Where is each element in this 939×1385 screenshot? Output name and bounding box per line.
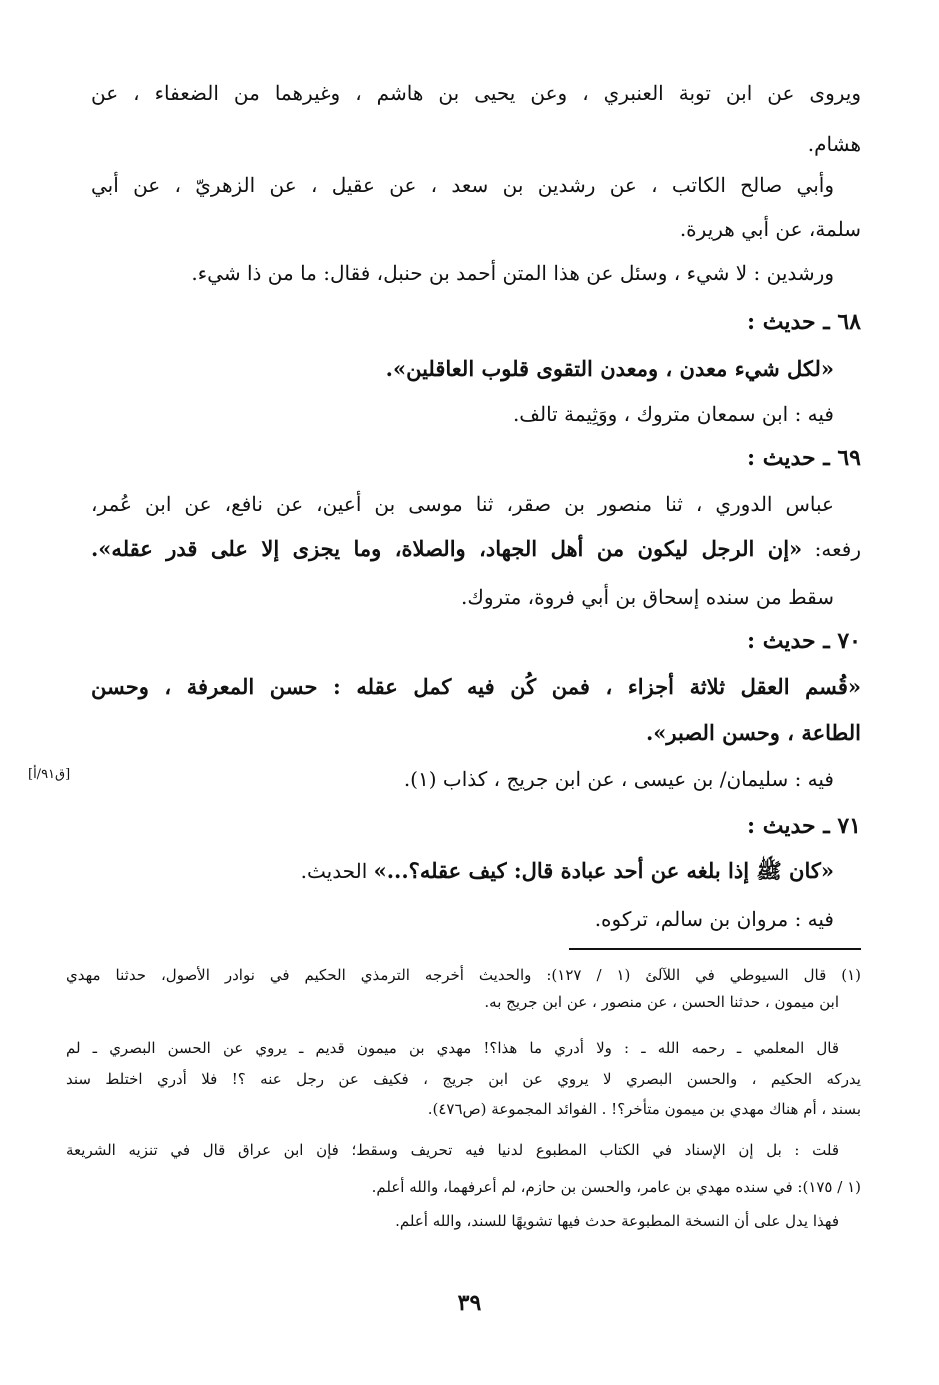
hadith-69-chain: عباس الدوري ، ثنا منصور بن صقر، ثنا موسى بن أعين، عن نافع، عن ابن عُمر، — [91, 492, 834, 516]
hadith-70-text-1: «قُسم العقل ثلاثة أجزاء ، فمن كُن فيه كمل عقله : حسن المعرفة ، وحسن — [91, 674, 861, 699]
manuscript-folio-note: [ق٩١/أ] — [28, 767, 71, 782]
body-line-4: سلمة، عن أبي هريرة. — [679, 217, 861, 241]
footnote-line-3: قال المعلمي ـ رحمه الله ـ : ولا أدري ما هذا؟! مهدي بن ميمون قديم ـ يروي عن الحسن البصري ـ لم — [66, 1039, 839, 1057]
hadith-71-matn: «كان ﷺ إذا بلغه عن أحد عبادة قال: كيف عقله؟...» — [373, 858, 834, 883]
hadith-71-tail: الحديث. — [300, 859, 374, 883]
hadith-71-note: فيه : مروان بن سالم، تركوه. — [594, 907, 834, 931]
footnote-line-8: فهذا يدل على أن النسخة المطبوعة حدث فيها تشويهًا للسند، والله أعلم. — [395, 1212, 839, 1230]
hadith-71-text — [91, 854, 834, 888]
body-line-1: ويروى عن ابن توبة العنبري ، وعن يحيى بن هاشم ، وغيرهما من الضعفاء ، عن — [91, 81, 861, 105]
hadith-69-heading: ٦٩ ـ حديث : — [746, 445, 861, 471]
hadith-69-raf: رفعه: — [802, 537, 861, 561]
footnote-line-7: (١ / ١٧٥): في سنده مهدي بن عامر، والحسن بن حازم، لم أعرفهما، والله أعلم. — [371, 1178, 861, 1196]
hadith-68-heading: ٦٨ ـ حديث : — [746, 309, 861, 335]
footnote-line-6: قلت : بل إن الإسناد في الكتاب المطبوع لدنيا فيه تحريف وسقط؛ فإن ابن عراق قال في تنزيه الشريعة — [66, 1141, 839, 1159]
hadith-70-heading: ٧٠ ـ حديث : — [746, 628, 861, 654]
body-line-2: هشام. — [807, 132, 861, 156]
hadith-69-matn: «إن الرجل ليكون من أهل الجهاد، والصلاة، وما يجزى إلا على قدر عقله». — [91, 536, 803, 561]
footnote-line-1: (١) قال السيوطي في اللآلئ (١ / ١٢٧): والحديث أخرجه الترمذي الحكيم في نوادر الأصول، حدثنا مهدي — [66, 966, 861, 984]
hadith-71-heading: ٧١ ـ حديث : — [746, 813, 861, 839]
page-number: ٣٩ — [457, 1290, 482, 1316]
body-line-3: وأبي صالح الكاتب ، عن رشدين بن سعد ، عن عقيل ، عن الزهريّ ، عن أبي — [91, 173, 834, 197]
footnote-line-5: بسند ، أم هناك مهدي بن ميمون متأخر؟! . الفوائد المجموعة (ص٤٧٦). — [427, 1100, 861, 1118]
hadith-70-note: فيه : سليمان/ بن عيسى ، عن ابن جريج ، كذاب (١). — [403, 767, 834, 791]
footnote-line-4: يدركه الحكيم ، والحسن البصري لا يروي عن ابن جريج ، فكيف عن رجل عنه ؟! فلا أدري اختلط سند — [66, 1070, 861, 1088]
hadith-69-note: سقط من سنده إسحاق بن أبي فروة، متروك. — [461, 585, 834, 609]
body-line-5: ورشدين : لا شيء ، وسئل عن هذا المتن أحمد بن حنبل، فقال: ما من ذا شيء. — [191, 261, 834, 285]
footnote-separator — [569, 948, 861, 950]
hadith-68-note: فيه : ابن سمعان متروك ، ووَثِيمة تالف. — [512, 402, 834, 426]
hadith-69-text — [91, 532, 861, 566]
hadith-70-text-2: الطاعة ، وحسن الصبر». — [645, 720, 861, 745]
hadith-68-text: «لكل شيء معدن ، ومعدن التقوى قلوب العاقلين». — [385, 356, 834, 381]
footnote-line-2: ابن ميمون ، حدثنا الحسن ، عن منصور ، عن ابن جريج به. — [484, 993, 839, 1011]
